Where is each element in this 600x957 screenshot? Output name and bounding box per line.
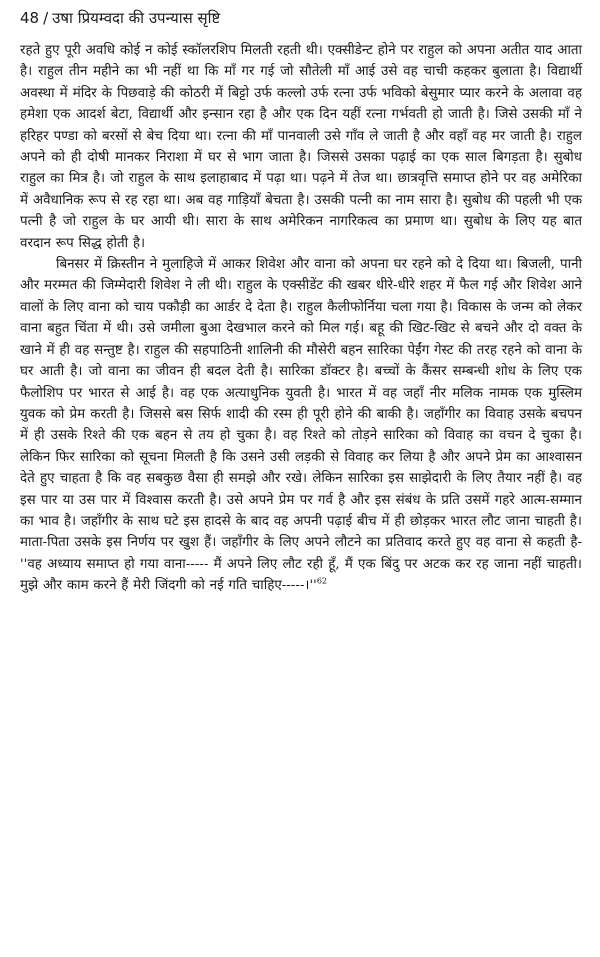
page-number: 48 — [20, 9, 40, 27]
running-title: उषा प्रियम्वदा की उपन्यास सृष्टि — [52, 9, 221, 27]
header-separator: / — [43, 9, 49, 27]
body-paragraph-1: रहते हुए पूरी अवधि कोई न कोई स्कॉलरशिप मिलती रहती थी। एक्सीडेन्ट होने पर राहुल को अपना अतीत याद आता है। राहुल तीन महीने का भी नहीं था कि माँ गर गई जो सौतेली माँ आई उसे वह चाची कहकर बुलाता है। विद्यार्थी अवस्था में मंदिर के पिछवाड़े की कोठरी में बिट्टो उर्फ कल्लो उर्फ रत्ना उर्फ भविको बेसुमार प्यार करने के अलावा वह हमेशा एक आदर्श बेटा, विद्यार्थी और इन्सान रहा है और एक दिन यहीं रत्ना गर्भवती हो जाती है। जिसे उसकी माँ ने हरिहर पण्डा को बरसों से बेच दिया था। रत्ना की माँ पानवाली उसे गाँव ले जाती है और वहाँ वह मर जाती है। राहुल अपने को ही दोषी मानकर निराशा में घर से भाग जाता है। जिससे उसका पढ़ाई का एक साल बिगड़ता है। सुबोध राहुल का मित्र है। जो राहुल के साथ इलाहाबाद में पढ़ा था। पढ़ने में तेज था। छात्रवृत्ति समाप्त होने पर वह अमेरिका में अवैधानिक रूप से रह रहा था। अब वह गाड़ियाँ बेचता है। उसकी पत्नी का नाम सारा है। सुबोध की पहली भी एक पत्नी है जो राहुल के घर आयी थी। सारा के साथ अमेरिकन नागरिकत्व का प्रमाण था। सुबोध के लिए यह बात वरदान रूप सिद्ध होती है। — [20, 43, 582, 251]
footnote-reference: 62 — [316, 576, 328, 586]
book-page — [20, 6, 582, 597]
body-paragraph-2 — [20, 254, 582, 597]
page-header — [20, 6, 582, 40]
body-paragraph-2-text: बिनसर में क्रिस्तीन ने मुलाहिजे में आकर शिवेश और वाना को अपना घर रहने को दे दिया था। बिजली, पानी और मरम्मत की जिम्मेदारी शिवेश ने ली थी। राहुल के एक्सीडेंट की खबर धीरे-धीरे शहर में फैल गई और शिवेश आने वालों के लिए वाना को चाय पकौड़ी का आर्डर दे देता है। राहुल कैलीफोर्निया चला गया है। विकास के जन्म को लेकर वाना बहुत चिंता में थी। उसे जमीला बुआ देखभाल करने को मिल गई। बहू की खिट-खिट से बचने और दो वक्त के खाने में ही वह सन्तुष्ट है। राहुल की सहपाठिनी शालिनी की मौसेरी बहन सारिका पेईंग गेस्ट की तरह रहने को वाना के घर आती है। जो वाना का जीवन ही बदल देती है। सारिका डॉक्टर है। बच्चों के कैंसर सम्बन्धी शोध के लिए एक फैलोशिप पर भारत से आई है। वह एक अत्याधुनिक युवती है। भारत में वह जहाँ नीर मलिक नामक एक मुस्लिम युवक को प्रेम करती है। जिससे बस सिर्फ शादी की रस्म ही पूरी होने की बाकी है। जहाँगीर का विवाह उसके बचपन में ही उसके रिश्ते की एक बहन से तय हो चुका है। वह रिश्ते को तोड़ने सारिका को विवाह का वचन दे चुका है। लेकिन फिर सारिका को सूचना मिलती है कि उसने उसी लड़की से विवाह कर लिया है और अपने प्रेम का आश्वासन देते हुए चाहता है कि वह सबकुछ वैसा ही समझे और रखे। लेकिन सारिका इस साझेदारी के लिए तैयार नहीं है। वह इस पार या उस पार में विश्वास करती है। उसे अपने प्रेम पर गर्व है और इस संबंध के प्रति उसमें गहरे आत्म-सम्मान का भाव है। जहाँगीर के साथ घटे इस हादसे के बाद वह अपनी पढ़ाई बीच में ही छोड़कर भारत लौट जाना चाहती है। माता-पिता उसके इस निर्णय पर खुश हैं। जहाँगीर के लिए अपने लौटने का प्रतिवाद करते हुए वह वाना से कहती है- ''वह अध्याय समाप्त हो गया वाना----- मैं अपने लिए लौट रही हूँ, मैं एक बिंदु पर अटक कर रह जाना नहीं चाहती। मुझे और काम करने हैं मेरी जिंदगी को नई गति चाहिए-----।'' — [20, 257, 582, 594]
